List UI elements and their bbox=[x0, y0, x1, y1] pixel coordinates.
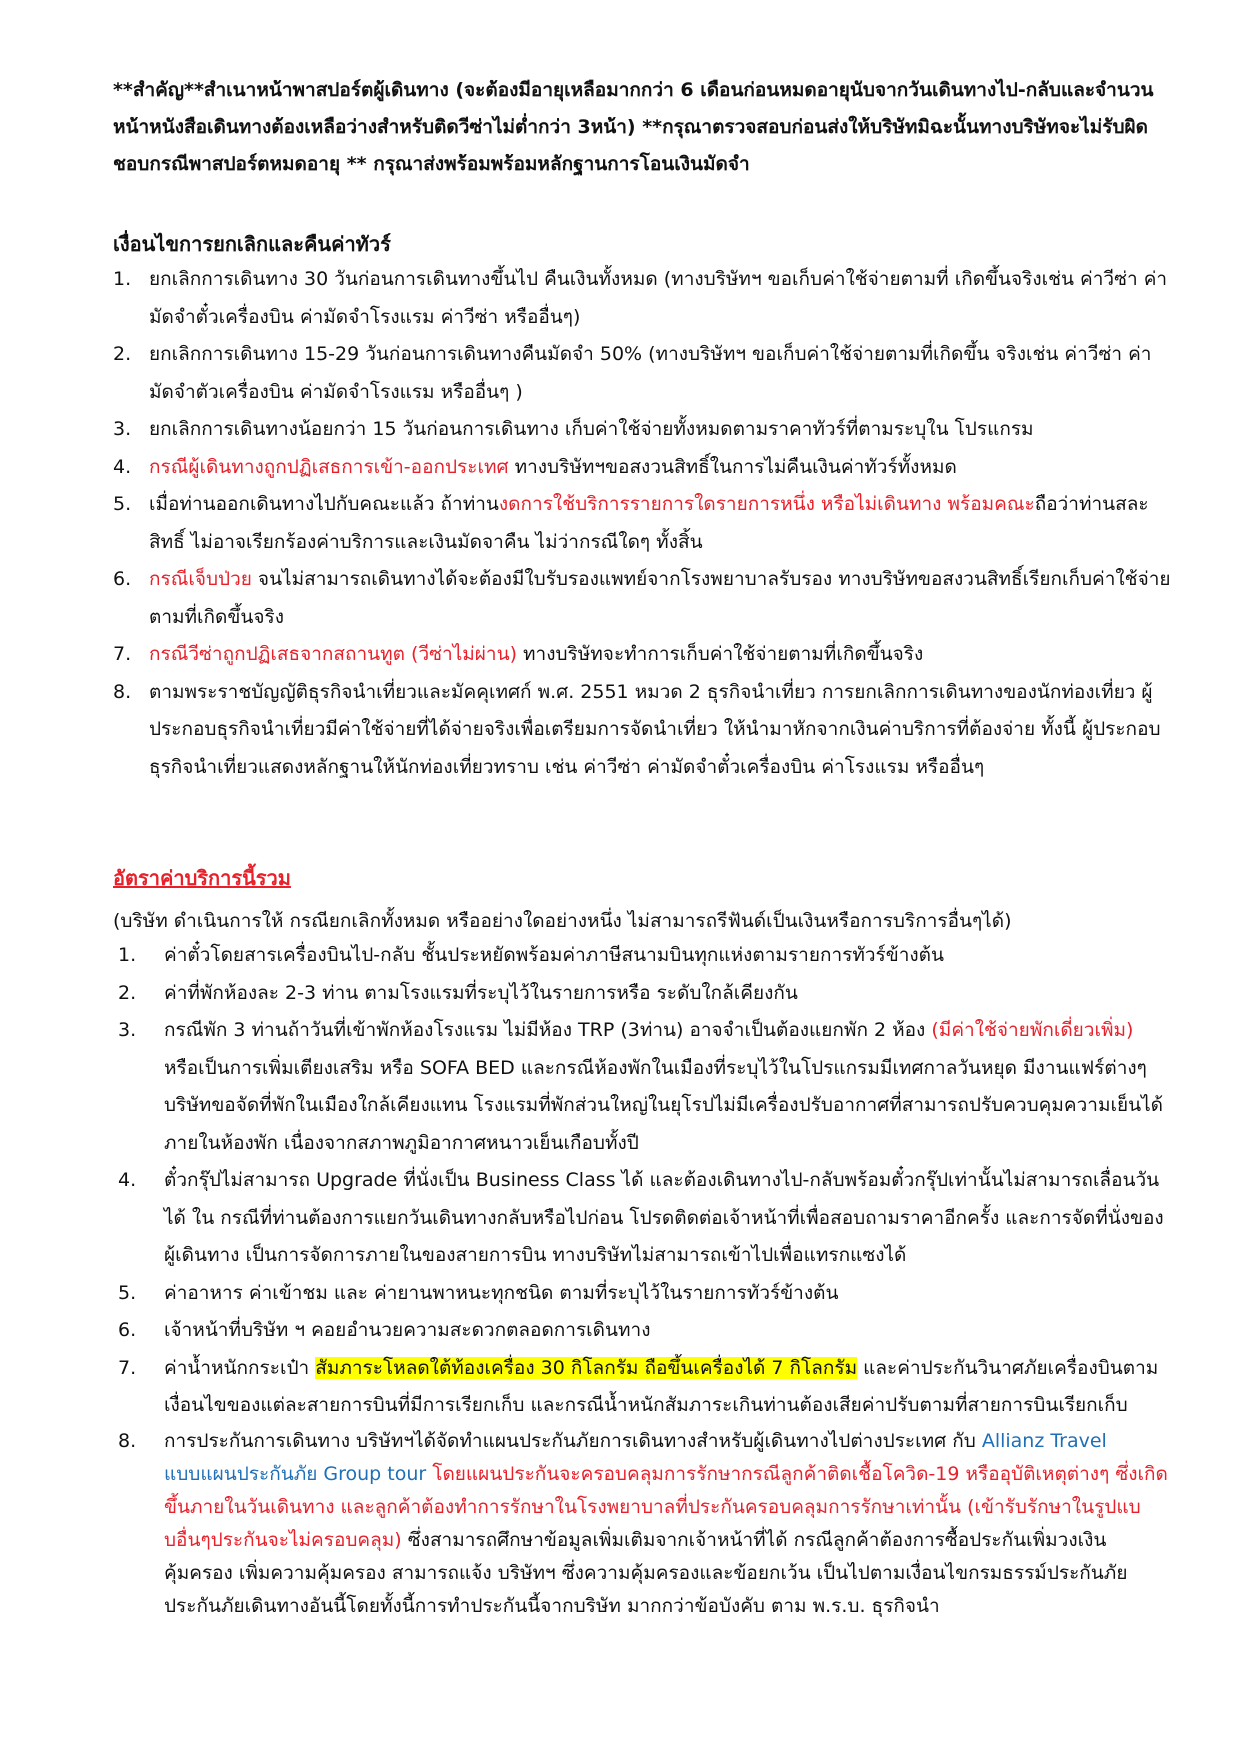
rates-list bbox=[118, 937, 1173, 1623]
item-number: 2. bbox=[113, 343, 132, 365]
cancellation-item bbox=[113, 486, 1173, 561]
item-number: 4. bbox=[113, 455, 132, 478]
item-text: ทางบริษัทจะทำการเก็บค่าใช้จ่ายตามที่เกิดขึ้นจริง bbox=[516, 643, 924, 665]
item-text-highlight: สัมภาระโหลดใต้ท้องเครื่อง 30 กิโลกรัม ถือขึ้นเครื่องได้ 7 กิโลกรัม bbox=[315, 1356, 858, 1379]
item-text: จนไม่สามารถเดินทางได้จะต้องมีใบรับรองแพทย์จากโรงพยาบาลรับรอง ทางบริษัทขอสงวนสิทธิ์เรียกเก็บค่าใช้จ่ายตามที่เกิดขึ้นจริง bbox=[149, 568, 1171, 628]
item-text: การประกันการเดินทาง บริษัทฯได้จัดทำแผนประกันภัยการเดินทางสำหรับผู้เดินทางไปต่างประเทศ กับ bbox=[164, 1429, 982, 1452]
passport-notice: **สำคัญ**สำเนาหน้าพาสปอร์ตผู้เดินทาง (จะต้องมีอายุเหลือมากกว่า 6 เดือนก่อนหมดอายุนับจากวันเดินทางไป-กลับและจำนวนหน้าหนังสือเดินทางต้องเหลือว่างสำหรับติดวีซ่าไม่ต่ำกว่า 3หน้า) **กรุณาตรวจสอบก่อนส่งให้บริษัทมิฉะนั้นทางบริษัทจะไม่รับผิดชอบกรณีพาสปอร์ตหมดอายุ ** กรุณาส่งพร้อมพร้อมหลักฐานการโอนเงินมัดจำ bbox=[113, 79, 1154, 175]
item-text: ยกเลิกการเดินทาง 15-29 วันก่อนการเดินทางคืนมัดจำ 50% (ทางบริษัทฯ ขอเก็บค่าใช้จ่ายตามที่เกิดขึ้น จริงเช่น ค่าวีซ่า ค่ามัดจำตัวเครื่องบิน ค่ามัดจำโรงแรม หรืออื่นๆ ) bbox=[149, 343, 1152, 403]
item-number: 2. bbox=[118, 981, 137, 1004]
cancellation-heading: เงื่อนไขการยกเลิกและคืนค่าทัวร์ bbox=[113, 232, 391, 256]
item-text-emphasis: กรณีผู้เดินทางถูกปฏิเสธการเข้า-ออกประเทศ bbox=[149, 455, 509, 478]
cancellation-item bbox=[113, 636, 1173, 674]
item-number: 5. bbox=[118, 1281, 137, 1304]
item-text: ถือว่าท่านสละสิทธิ์ ไม่อาจเรียกร้องค่าบริการและเงินมัดจาคืน ไม่ว่ากรณีใดๆ ทั้งสิ้น bbox=[149, 493, 1149, 553]
item-text: ตั๋วกรุ๊ปไม่สามารถ Upgrade ที่นั่งเป็น Business Class ได้ และต้องเดินทางไป-กลับพร้อมตั๋วกรุ๊ปเท่านั้นไม่สามารถเลื่อนวันได้ ใน กรณีที่ท่านต้องการแยกวันเดินทางกลับหรือไปก่อน โปรดติดต่อเจ้าหน้าที่เพื่อสอบถามราคาอีกครั้ง และการจัดที่นั่งของผู้เดินทาง เป็นการจัดการภายในของสายการบิน ทางบริษัทไม่สามารถเข้าไปเพื่อแทรกแซงได้ bbox=[164, 1169, 1164, 1266]
item-number: 1. bbox=[118, 944, 137, 966]
item-number: 8. bbox=[118, 1429, 137, 1452]
item-text: ค่าที่พักห้องละ 2-3 ท่าน ตามโรงแรมที่ระบุไว้ในรายการหรือ ระดับใกล้เคียงกัน bbox=[164, 981, 798, 1004]
item-number: 6. bbox=[113, 568, 132, 590]
item-text-emphasis: กรณีวีซ่าถูกปฏิเสธจากสถานทูต (วีซ่าไม่ผ่าน) bbox=[149, 643, 517, 665]
item-number: 8. bbox=[113, 680, 132, 703]
item-number: 7. bbox=[113, 643, 132, 665]
item-number: 3. bbox=[118, 1019, 137, 1041]
item-text: และค่าประกันวินาศภัยเครื่องบินตามเงื่อนไขของแต่ละสายการบินที่มีการเรียกเก็บ และกรณีน้ำหนักสัมภาระเกินท่านต้องเสียค่าปรับตามที่สายการบินเรียกเก็บ bbox=[164, 1356, 1159, 1416]
item-number: 7. bbox=[118, 1356, 137, 1379]
rate-item bbox=[118, 1350, 1173, 1425]
rate-item bbox=[118, 937, 1173, 975]
cancellation-item bbox=[113, 336, 1173, 411]
item-text-emphasis: งดการใช้บริการรายการใดรายการหนึ่ง หรือไม่เดินทาง พร้อมคณะ bbox=[498, 493, 1035, 515]
rate-item bbox=[118, 975, 1173, 1013]
item-text-emphasis: กรณีเจ็บป่วย bbox=[149, 568, 252, 590]
item-number: 1. bbox=[113, 268, 132, 290]
rate-item bbox=[118, 1162, 1173, 1275]
cancellation-item bbox=[113, 561, 1173, 636]
rate-item bbox=[118, 1012, 1173, 1162]
rate-item bbox=[118, 1312, 1173, 1350]
item-number: 5. bbox=[113, 493, 132, 515]
rates-note: (บริษัท ดำเนินการให้ กรณียกเลิกทั้งหมด หรืออย่างใดอย่างหนึ่ง ไม่สามารถรีฟันด์เป็นเงินหรือการบริการอื่นๆได้) bbox=[113, 910, 1012, 932]
item-text: เจ้าหน้าที่บริษัท ฯ คอยอำนวยความสะดวกตลอดการเดินทาง bbox=[164, 1319, 651, 1341]
item-number: 3. bbox=[113, 418, 132, 440]
item-text: ซึ่งสามารถศึกษาข้อมูลเพิ่มเติมจากเจ้าหน้าที่ได้ กรณีลูกค้าต้องการซื้อประกันเพิ่มวงเงินคุ้มครอง เพิ่มความคุ้มครอง สามารถแจ้ง บริษัทฯ ซึ่งความคุ้มครองและข้อยกเว้น เป็นไปตามเงื่อนไขกรมธรรม์ประกันภัย ประกันภัยเดินทางอันนี้โดยทั้งนี้การทำประกันนี้จากบริษัท มากกว่าข้อบังคับ ตาม พ.ร.บ. ธุรกิจนำ bbox=[164, 1528, 1128, 1617]
item-number: 6. bbox=[118, 1319, 137, 1341]
item-text: กรณีพัก 3 ท่านถ้าวันที่เข้าพักห้องโรงแรม ไม่มีห้อง TRP (3ท่าน) อาจจำเป็นต้องแยกพัก 2 ห้อง bbox=[164, 1019, 932, 1041]
item-text: เมื่อท่านออกเดินทางไปกับคณะแล้ว ถ้าท่าน bbox=[149, 493, 499, 515]
item-text: หรือเป็นการเพิ่มเตียงเสริม หรือ SOFA BED และกรณีห้องพักในเมืองที่ระบุไว้ในโปรแกรมมีเทศกาลวันหยุด มีงานแฟร์ต่างๆ บริษัทขอจัดที่พักในเมืองใกล้เคียงแทน โรงแรมที่พักส่วนใหญ่ในยุโรปไม่มีเครื่องปรับอากาศที่สามารถปรับควบคุมความเย็นได้ภายในห้องพัก เนื่องจากสภาพภูมิอากาศหนาวเย็นเกือบทั้งปี bbox=[164, 1056, 1163, 1154]
item-text: ค่าตั๋วโดยสารเครื่องบินไป-กลับ ชั้นประหยัดพร้อมค่าภาษีสนามบินทุกแห่งตามรายการทัวร์ข้างต้น bbox=[164, 944, 944, 966]
cancellation-item bbox=[113, 449, 1173, 487]
cancellation-list bbox=[113, 261, 1173, 786]
rate-item bbox=[118, 1425, 1173, 1623]
item-text: ทางบริษัทฯขอสงวนสิทธิ์ในการไม่คืนเงินค่าทัวร์ทั้งหมด bbox=[508, 455, 957, 478]
item-text: ยกเลิกการเดินทางน้อยกว่า 15 วันก่อนการเดินทาง เก็บค่าใช้จ่ายทั้งหมดตามราคาทัวร์ที่ตามระบุใน โปรแกรม bbox=[149, 418, 1034, 440]
item-text: ค่าน้ำหนักกระเป๋า bbox=[164, 1356, 316, 1379]
cancellation-item bbox=[113, 411, 1173, 449]
item-text-emphasis: โดยแผนประกันจะครอบคลุมการรักษากรณีลูกค้าติดเชื้อโควิด-19 หรืออุบัติเหตุต่างๆ ซึ่งเกิดขึ้นภายในวันเดินทาง และลูกค้าต้องทำการรักษาในโรงพยาบาลที่ประกันครอบคลุมการรักษาเท่านั้น (เข้ารับรักษาในรูปแบบอื่นๆประกันจะไม่ครอบคลุม) bbox=[164, 1462, 1168, 1551]
rates-heading: อัตราค่าบริการนี้รวม bbox=[113, 866, 291, 890]
item-text: ตามพระราชบัญญัติธุรกิจนำเที่ยวและมัคคุเทศก์ พ.ศ. 2551 หมวด 2 ธุรกิจนำเที่ยว การยกเลิกการเดินทางของนักท่องเที่ยว ผู้ประกอบธุรกิจนำเที่ยวมีค่าใช้จ่ายที่ได้จ่ายจริงเพื่อเตรียมการจัดนำเที่ยว ให้นำมาหักจากเงินค่าบริการที่ต้องจ่าย ทั้งนี้ ผู้ประกอบธุรกิจนำเที่ยวแสดงหลักฐานให้นักท่องเที่ยวทราบ เช่น ค่าวีซ่า ค่ามัดจำตั๋วเครื่องบิน ค่าโรงแรม หรืออื่นๆ bbox=[149, 680, 1161, 778]
item-number: 4. bbox=[118, 1169, 137, 1191]
cancellation-item bbox=[113, 674, 1173, 787]
item-text-insurer: Allianz Travel แบบแผนประกันภัย Group tour bbox=[164, 1429, 1107, 1485]
cancellation-item bbox=[113, 261, 1173, 336]
item-text: ยกเลิกการเดินทาง 30 วันก่อนการเดินทางขึ้นไป คืนเงินทั้งหมด (ทางบริษัทฯ ขอเก็บค่าใช้จ่ายตามที่ เกิดขึ้นจริงเช่น ค่าวีซ่า ค่ามัดจำตั๋วเครื่องบิน ค่ามัดจำโรงแรม ค่าวีซ่า หรืออื่นๆ) bbox=[149, 268, 1168, 328]
rate-item bbox=[118, 1275, 1173, 1313]
item-text: ค่าอาหาร ค่าเข้าชม และ ค่ายานพาหนะทุกชนิด ตามที่ระบุไว้ในรายการทัวร์ข้างต้น bbox=[164, 1281, 839, 1304]
item-text-emphasis: (มีค่าใช้จ่ายพักเดี่ยวเพิ่ม) bbox=[931, 1019, 1134, 1041]
